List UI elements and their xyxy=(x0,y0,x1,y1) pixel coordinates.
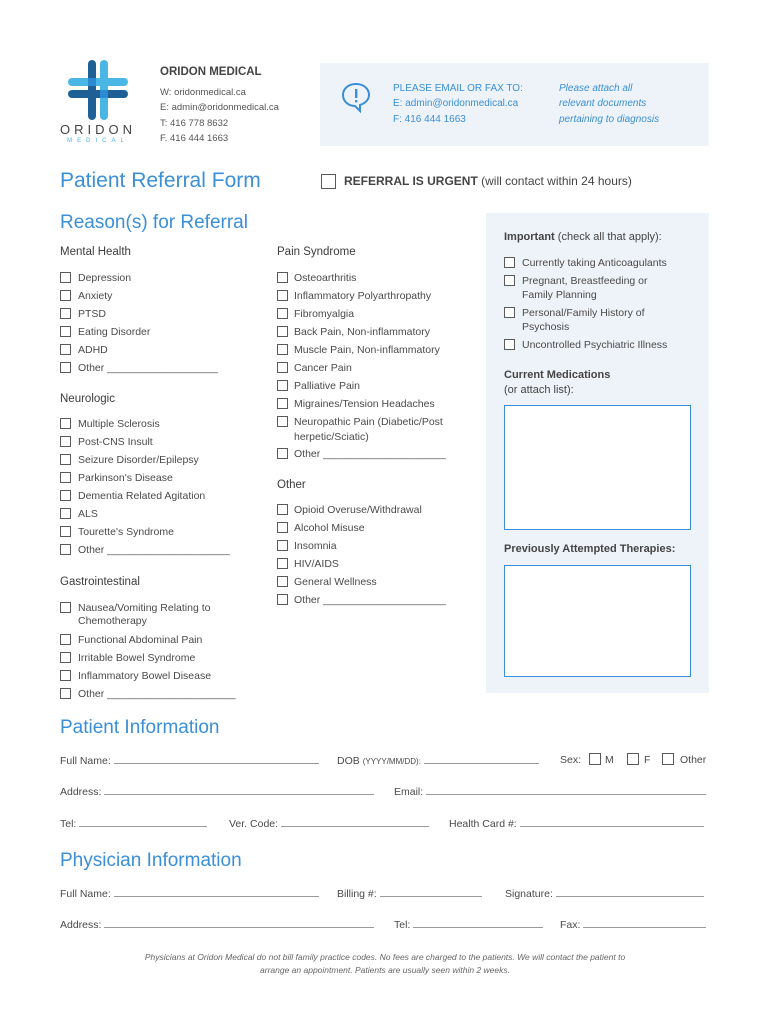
patient-dob-format: (YYYY/MM/DD): xyxy=(362,757,421,766)
label-eating-disorder: Eating Disorder xyxy=(78,326,151,338)
logo xyxy=(58,58,138,148)
important-title: Important xyxy=(504,231,555,243)
checkbox-seizure[interactable] xyxy=(60,454,71,465)
physician-billing-field[interactable] xyxy=(380,887,482,897)
checkbox-nausea[interactable] xyxy=(60,602,71,613)
form-title: Patient Referral Form xyxy=(60,169,261,192)
label-neuropathic-2: herpetic/Sciatic) xyxy=(294,431,369,443)
checkbox-functional-abdominal[interactable] xyxy=(60,634,71,645)
mental-health-title: Mental Health xyxy=(60,246,131,258)
checkbox-sex-other[interactable] xyxy=(662,753,674,765)
contact-email-link[interactable]: admin@oridonmedical.ca xyxy=(405,98,519,109)
label-seizure: Seizure Disorder/Epilepsy xyxy=(78,454,199,466)
reasons-heading: Reason(s) for Referral xyxy=(60,212,248,233)
patient-email-label: Email: xyxy=(394,786,424,798)
important-sub: (check all that apply): xyxy=(557,231,662,243)
checkbox-osteoarthritis[interactable] xyxy=(277,272,288,283)
label-functional-abdominal: Functional Abdominal Pain xyxy=(78,634,203,646)
therapies-title: Previously Attempted Therapies: xyxy=(504,543,676,555)
checkbox-post-cns[interactable] xyxy=(60,436,71,447)
label-muscle-pain: Muscle Pain, Non-inflammatory xyxy=(294,344,440,356)
patient-name-field[interactable] xyxy=(114,754,319,764)
checkbox-wellness[interactable] xyxy=(277,576,288,587)
label-cancer-pain: Cancer Pain xyxy=(294,362,352,374)
physician-heading: Physician Information xyxy=(60,850,242,871)
patient-sex-label: Sex: xyxy=(560,754,582,766)
logo-sub: MEDICAL xyxy=(67,138,129,144)
org-fax: F. 416 444 1663 xyxy=(160,133,229,144)
org-web: W: oridonmedical.ca xyxy=(160,87,246,98)
contact-email-prefix: E: xyxy=(393,98,403,109)
checkbox-adhd[interactable] xyxy=(60,344,71,355)
label-mental-other[interactable]: Other ___________________ xyxy=(78,362,219,374)
checkbox-back-pain[interactable] xyxy=(277,326,288,337)
patient-tel-label: Tel: xyxy=(60,818,77,830)
label-pain-other[interactable]: Other _____________________ xyxy=(294,448,446,460)
checkbox-ptsd[interactable] xyxy=(60,308,71,319)
checkbox-mental-other[interactable] xyxy=(60,362,71,373)
label-psychosis: Personal/Family History of xyxy=(522,307,645,319)
label-depression: Depression xyxy=(78,272,132,284)
patient-dob-field[interactable] xyxy=(424,754,539,764)
label-post-cns: Post-CNS Insult xyxy=(78,436,153,448)
patient-healthcard-field[interactable] xyxy=(520,817,704,827)
patient-healthcard-label: Health Card #: xyxy=(449,818,517,830)
label-migraines: Migraines/Tension Headaches xyxy=(294,398,435,410)
checkbox-tourettes[interactable] xyxy=(60,526,71,537)
label-palliative-pain: Palliative Pain xyxy=(294,380,360,392)
label-alcohol: Alcohol Misuse xyxy=(294,522,365,534)
label-back-pain: Back Pain, Non-inflammatory xyxy=(294,326,430,338)
checkbox-alcohol[interactable] xyxy=(277,522,288,533)
checkbox-ms[interactable] xyxy=(60,418,71,429)
checkbox-ibd[interactable] xyxy=(60,670,71,681)
label-other-other[interactable]: Other _____________________ xyxy=(294,594,446,606)
patient-email-field[interactable] xyxy=(426,785,706,795)
contact-note-1: Please attach all xyxy=(559,83,633,94)
logo-word: ORIDON xyxy=(60,122,136,137)
label-neuro-other[interactable]: Other _____________________ xyxy=(78,544,230,556)
checkbox-parkinsons[interactable] xyxy=(60,472,71,483)
label-parkinsons: Parkinson's Disease xyxy=(78,472,173,484)
checkbox-gastro-other[interactable] xyxy=(60,688,71,699)
label-ibd: Inflammatory Bowel Disease xyxy=(78,670,212,682)
contact-fax: 416 444 1663 xyxy=(404,114,466,125)
checkbox-hiv[interactable] xyxy=(277,558,288,569)
patient-tel-field[interactable] xyxy=(79,817,207,827)
label-nausea-2: Chemotherapy xyxy=(78,615,147,627)
label-polyarthropathy: Inflammatory Polyarthropathy xyxy=(294,290,432,302)
contact-box xyxy=(320,63,709,146)
checkbox-fibromyalgia[interactable] xyxy=(277,308,288,319)
label-hiv: HIV/AIDS xyxy=(294,558,339,570)
checkbox-opioid[interactable] xyxy=(277,504,288,515)
checkbox-sex-f[interactable] xyxy=(627,753,639,765)
meds-title: Current Medications xyxy=(504,369,611,381)
checkbox-dementia[interactable] xyxy=(60,490,71,501)
patient-dob-label: DOB xyxy=(337,755,360,767)
medications-textarea[interactable] xyxy=(504,405,691,530)
urgent-checkbox[interactable] xyxy=(321,174,336,189)
physician-name-field[interactable] xyxy=(114,887,319,897)
label-ms: Multiple Sclerosis xyxy=(78,418,160,430)
checkbox-muscle-pain[interactable] xyxy=(277,344,288,355)
other-title: Other xyxy=(277,479,306,491)
checkbox-other-other[interactable] xyxy=(277,594,288,605)
label-pregnant: Pregnant, Breastfeeding or xyxy=(522,275,648,287)
label-sex-other: Other xyxy=(680,754,707,766)
gastro-title: Gastrointestinal xyxy=(60,576,140,588)
label-wellness: General Wellness xyxy=(294,576,377,588)
label-sex-m: M xyxy=(605,754,614,766)
checkbox-ibs[interactable] xyxy=(60,652,71,663)
physician-tel-label: Tel: xyxy=(394,919,411,931)
patient-vercode-field[interactable] xyxy=(281,817,429,827)
patient-name-label: Full Name: xyxy=(60,755,111,767)
cross-logo-icon xyxy=(58,58,138,124)
label-anticoagulants: Currently taking Anticoagulants xyxy=(522,257,667,269)
checkbox-polyarthropathy[interactable] xyxy=(277,290,288,301)
org-name: ORIDON MEDICAL xyxy=(160,66,262,78)
checkbox-migraines[interactable] xyxy=(277,398,288,409)
checkbox-anxiety[interactable] xyxy=(60,290,71,301)
label-fibromyalgia: Fibromyalgia xyxy=(294,308,355,320)
checkbox-insomnia[interactable] xyxy=(277,540,288,551)
physician-fax-label: Fax: xyxy=(560,919,581,931)
label-neuropathic: Neuropathic Pain (Diabetic/Post xyxy=(294,416,443,428)
checkbox-depression[interactable] xyxy=(60,272,71,283)
pain-title: Pain Syndrome xyxy=(277,246,356,258)
therapies-textarea[interactable] xyxy=(504,565,691,677)
label-opioid: Opioid Overuse/Withdrawal xyxy=(294,504,422,516)
checkbox-als[interactable] xyxy=(60,508,71,519)
label-pregnant-2: Family Planning xyxy=(522,289,597,301)
contact-line1: PLEASE EMAIL OR FAX TO: xyxy=(393,83,523,94)
physician-address-label: Address: xyxy=(60,919,102,931)
label-anxiety: Anxiety xyxy=(78,290,113,302)
physician-address-field[interactable] xyxy=(104,918,374,928)
physician-tel-field[interactable] xyxy=(413,918,543,928)
checkbox-palliative-pain[interactable] xyxy=(277,380,288,391)
org-tel: T: 416 778 8632 xyxy=(160,118,229,129)
physician-billing-label: Billing #: xyxy=(337,888,377,900)
checkbox-pain-other[interactable] xyxy=(277,448,288,459)
label-insomnia: Insomnia xyxy=(294,540,337,552)
label-psychosis-2: Psychosis xyxy=(522,321,570,333)
label-als: ALS xyxy=(78,508,98,520)
neurologic-title: Neurologic xyxy=(60,393,115,405)
checkbox-neuropathic[interactable] xyxy=(277,416,288,427)
label-ptsd: PTSD xyxy=(78,308,107,320)
physician-signature-field[interactable] xyxy=(556,887,704,897)
footer-note-1: Physicians at Oridon Medical do not bill family practice codes. No fees are charged to the patients. We will contact the patient to xyxy=(144,952,626,962)
checkbox-eating-disorder[interactable] xyxy=(60,326,71,337)
patient-vercode-label: Ver. Code: xyxy=(229,818,279,830)
contact-fax-prefix: F: xyxy=(393,114,402,125)
checkbox-anticoagulants[interactable] xyxy=(504,257,515,268)
label-tourettes: Tourette's Syndrome xyxy=(78,526,174,538)
checkbox-neuro-other[interactable] xyxy=(60,544,71,555)
label-nausea: Nausea/Vomiting Relating to xyxy=(78,602,211,614)
patient-address-label: Address: xyxy=(60,786,102,798)
checkbox-psychiatric[interactable] xyxy=(504,339,515,350)
footer-note-2: arrange an appointment. Patients are usually seen within 2 weeks. xyxy=(260,965,510,975)
physician-name-label: Full Name: xyxy=(60,888,111,900)
label-ibs: Irritable Bowel Syndrome xyxy=(78,652,196,664)
contact-note-2: relevant documents xyxy=(559,98,647,109)
label-adhd: ADHD xyxy=(78,344,108,356)
meds-sub: (or attach list): xyxy=(504,384,574,396)
physician-fax-field[interactable] xyxy=(583,918,706,928)
urgent-note: (will contact within 24 hours) xyxy=(481,174,632,188)
label-psychiatric: Uncontrolled Psychiatric Illness xyxy=(522,339,668,351)
urgent-label: REFERRAL IS URGENT xyxy=(344,174,478,188)
checkbox-cancer-pain[interactable] xyxy=(277,362,288,373)
label-gastro-other[interactable]: Other ______________________ xyxy=(78,688,236,700)
checkbox-psychosis[interactable] xyxy=(504,307,515,318)
label-sex-f: F xyxy=(644,754,651,766)
speech-bubble-exclamation-icon xyxy=(340,81,372,113)
physician-signature-label: Signature: xyxy=(505,888,553,900)
patient-heading: Patient Information xyxy=(60,717,220,738)
contact-note-3: pertaining to diagnosis xyxy=(559,114,660,125)
label-osteoarthritis: Osteoarthritis xyxy=(294,272,357,284)
checkbox-sex-m[interactable] xyxy=(589,753,601,765)
label-dementia: Dementia Related Agitation xyxy=(78,490,206,502)
patient-address-field[interactable] xyxy=(104,785,374,795)
checkbox-pregnant[interactable] xyxy=(504,275,515,286)
org-email: E: admin@oridonmedical.ca xyxy=(160,102,279,113)
